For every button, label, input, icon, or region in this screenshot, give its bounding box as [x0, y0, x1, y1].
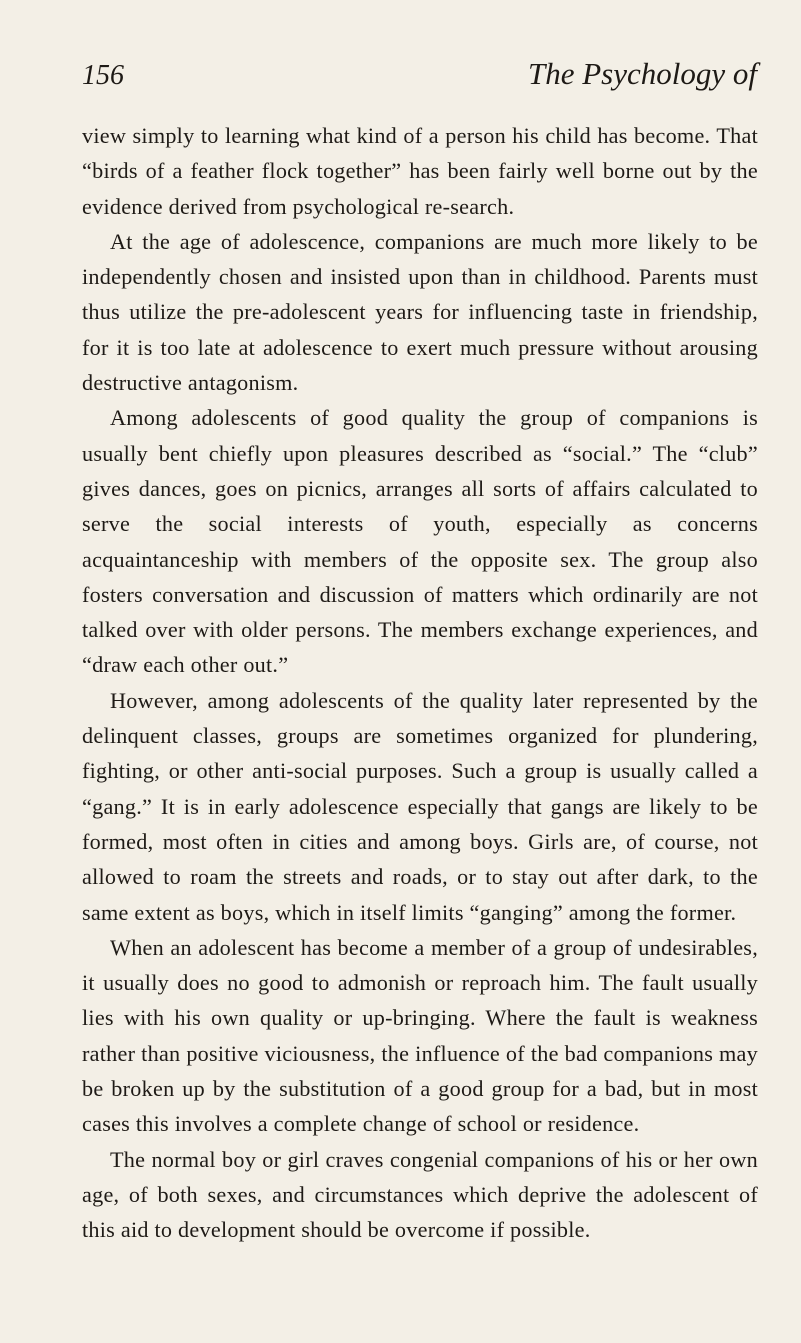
paragraph-gangs: However, among adolescents of the quality later represented by the delinquent classes, groups are sometimes organized for plundering, fighting, or other anti-social purposes. Such a group is usually called a “gang.” It is in early adolescence especially that gangs are likely to be formed, most often in cities and among boys. Girls are, of course, not allowed to roam the streets and roads, or to stay out after dark, to the same extent as boys, which in itself limits “ganging” among the former.	[82, 687, 758, 925]
body-text	[82, 118, 758, 1248]
paragraph-good-quality-groups: Among adolescents of good quality the group of companions is usually bent chiefly upon pleasures described as “social.” The “club” gives dances, goes on picnics, arranges all sorts of affairs calculated to serve the social interests of youth, especially as concerns acquaintanceship with members of the opposite sex. The group also fosters conversation and discussion of matters which ordinarily are not talked over with older persons. The members exchange experiences, and “draw each other out.”	[82, 405, 758, 678]
page-header	[82, 56, 757, 100]
paragraph-undesirables: When an adolescent has become a member of a group of undesirables, it usually does no good to admonish or reproach him. The fault usually lies with his own quality or up-bringing. Where the fault is weakness rather than positive viciousness, the influence of the bad companions may be broken up by the substitution of a good group for a bad, but in most cases this involves a complete change of school or residence.	[82, 934, 758, 1137]
paragraph-congenial-companions: The normal boy or girl craves congenial companions of his or her own age, of both sexes, and circumstances which deprive the adolescent of this aid to development should be overcome if possible.	[82, 1146, 758, 1243]
running-head: The Psychology of	[527, 56, 757, 91]
paragraph-continued: view simply to learning what kind of a person his child has become. That “birds of a feather flock together” has been fairly well borne out by the evidence derived from psychological re-search.	[82, 123, 758, 219]
page-number: 156	[82, 60, 124, 91]
paragraph-companions-chosen: At the age of adolescence, companions are much more likely to be independently chosen and insisted upon than in childhood. Parents must thus utilize the pre-adolescent years for influencing taste in friendship, for it is too late at adolescence to exert much pressure without arousing destructive antagonism.	[82, 228, 758, 396]
